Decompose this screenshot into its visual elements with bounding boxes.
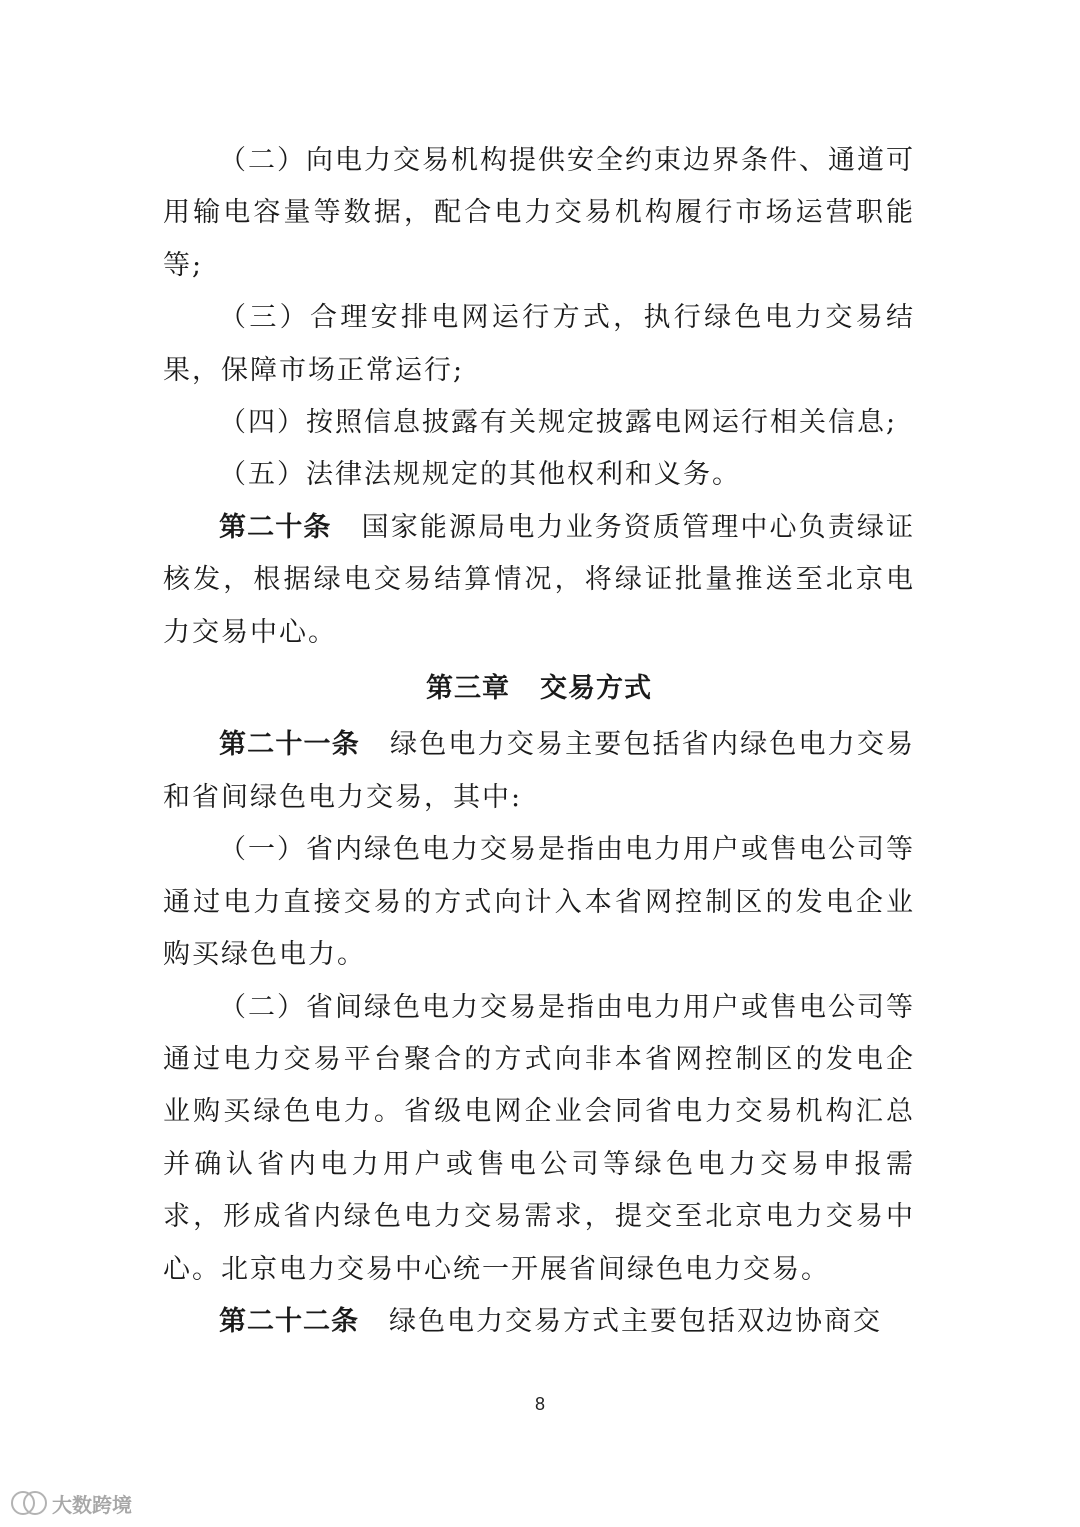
- paragraph-item-2: （二）向电力交易机构提供安全约束边界条件、通道可用输电容量等数据，配合电力交易机构履行市场运营职能等;: [163, 145, 915, 281]
- watermark: [10, 1488, 132, 1518]
- chapter-title: 交易方式: [540, 673, 652, 705]
- page-number: 8: [534, 1394, 545, 1414]
- paragraph-item-4: （四）按照信息披露有关规定披露电网运行相关信息;: [219, 407, 898, 439]
- paragraph-item-3: （三）合理安排电网运行方式，执行绿色电力交易结果，保障市场正常运行;: [163, 302, 915, 386]
- article-21-item-2: （二）省间绿色电力交易是指由电力用户或售电公司等通过电力交易平台聚合的方式向非本省网控制区的发电企业购买绿色电力。省级电网企业会同省电力交易机构汇总并确认省内电力用户或售电公司等绿色电力交易申报需求，形成省内绿色电力交易需求，提交至北京电力交易中心。北京电力交易中心统一开展省间绿色电力交易。: [163, 991, 915, 1285]
- article-20-text: 国家能源局电力业务资质管理中心负责绿证核发，根据绿电交易结算情况，将绿证批量推送至北京电力交易中心。: [163, 511, 916, 648]
- article-22-text: 绿色电力交易方式主要包括双边协商交: [389, 1305, 882, 1337]
- paragraph-item-5: （五）法律法规规定的其他权利和义务。: [219, 459, 741, 491]
- article-20: [163, 502, 915, 659]
- chapter-heading: [163, 663, 915, 715]
- article-22: [163, 1296, 915, 1348]
- chapter-label: 第三章: [426, 673, 510, 705]
- article-20-label: 第二十条: [219, 511, 332, 543]
- article-21-label: 第二十一条: [219, 729, 360, 761]
- watermark-text: 大数跨境: [52, 1492, 132, 1517]
- article-21-text: 绿色电力交易主要包括省内绿色电力交易和省间绿色电力交易，其中:: [163, 729, 916, 813]
- article-21: [163, 719, 915, 824]
- article-21-item-1: （一）省内绿色电力交易是指由电力用户或售电公司等通过电力直接交易的方式向计入本省网控制区的发电企业购买绿色电力。: [163, 834, 915, 971]
- watermark-logo-icon: [10, 1490, 48, 1516]
- article-22-label: 第二十二条: [219, 1305, 359, 1337]
- document-body: [163, 135, 915, 1348]
